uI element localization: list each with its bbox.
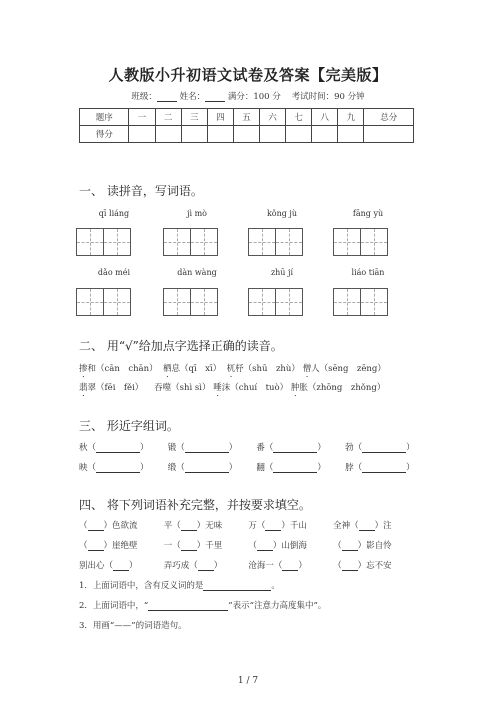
page-number: 1 / 7	[237, 676, 259, 686]
score-cell: 一	[129, 109, 155, 126]
paren-close: ）	[228, 463, 238, 473]
paren-close: ）	[406, 463, 415, 473]
reading-options[interactable]: 杼（shū zhù）	[235, 364, 300, 374]
pinyin-label: kǒng jù	[266, 209, 298, 218]
paren-close: ）	[317, 463, 326, 473]
answer-blank[interactable]	[203, 590, 271, 591]
reading-choice-line-1	[79, 362, 386, 379]
idiom-blank[interactable]	[88, 550, 104, 551]
char-prompt: 脖（	[345, 463, 363, 473]
idiom-part: ）注	[374, 521, 392, 531]
idiom-part: 平（	[163, 521, 181, 531]
answer-blank[interactable]	[273, 472, 317, 473]
exam-info-line	[0, 90, 496, 102]
idiom-blank[interactable]	[113, 570, 129, 571]
idiom-part: ）千里	[196, 541, 223, 551]
section-3-heading: 三、 形近字组词。	[79, 419, 179, 433]
answer-blank[interactable]	[96, 472, 140, 473]
question-2	[79, 599, 326, 611]
answer-blank[interactable]	[185, 472, 229, 473]
idiom-part: ）无味	[196, 521, 223, 531]
pinyin-label: jì mò	[187, 209, 207, 218]
char-prompt: 缎（	[167, 463, 185, 473]
score-input-cell[interactable]	[338, 126, 364, 143]
idiom-part: （	[79, 521, 88, 531]
dotted-char: 僧	[302, 364, 312, 374]
score-table-header-row	[80, 109, 414, 126]
idiom-part: 一（	[163, 541, 181, 551]
reading-options[interactable]: 噬（shì sì）	[162, 383, 211, 393]
question-text: 2．上面词语中，“	[79, 601, 149, 611]
writing-grid[interactable]	[163, 288, 218, 316]
reading-options[interactable]: 翠（fēi fěi）	[87, 383, 144, 393]
name-label: 姓名：	[179, 92, 206, 102]
score-input-cell[interactable]	[207, 126, 233, 143]
dotted-char: 唾	[213, 383, 222, 393]
score-row-label: 得分	[80, 126, 129, 143]
question-text: 。	[271, 581, 280, 591]
paren-close: ）	[317, 443, 326, 453]
paren-close: ）	[140, 463, 149, 473]
question-text: 1．上面词语中，含有反义词的是	[79, 581, 204, 591]
idiom-line-1	[79, 519, 415, 531]
answer-blank[interactable]	[96, 452, 140, 453]
section-2-heading: 二、 用“√”给加点字选择正确的读音。	[79, 339, 283, 353]
pinyin-label: liáo tiān	[351, 268, 385, 277]
score-table	[79, 108, 414, 143]
idiom-part: ）色欲流	[103, 521, 138, 531]
dotted-char: 肿	[290, 383, 300, 393]
idiom-line-2	[79, 539, 415, 551]
idiom-blank[interactable]	[181, 530, 197, 531]
pinyin-label: dǎo méi	[97, 268, 131, 277]
answer-blank[interactable]	[273, 452, 317, 453]
pinyin-label: qī liáng	[98, 209, 130, 218]
score-cell: 五	[233, 109, 259, 126]
dotted-char: 翡	[79, 383, 88, 393]
score-input-cell[interactable]	[155, 126, 181, 143]
idiom-part: ）	[298, 561, 307, 571]
writing-grid[interactable]	[76, 228, 131, 256]
idiom-blank[interactable]	[265, 530, 281, 531]
reading-choice-line-2	[79, 381, 385, 398]
writing-grid[interactable]	[248, 228, 303, 256]
idiom-part: （	[248, 541, 257, 551]
idiom-part: 沧海一（	[248, 561, 283, 571]
question-1	[79, 579, 280, 591]
idiom-blank[interactable]	[359, 530, 375, 531]
score-input-cell[interactable]	[129, 126, 155, 143]
idiom-part: （	[79, 541, 88, 551]
pinyin-label: fāng yù	[352, 209, 384, 218]
score-cell: 二	[155, 109, 181, 126]
dotted-char: 杌	[226, 364, 236, 374]
score-table-score-row	[80, 126, 414, 143]
idiom-part: ）	[129, 561, 138, 571]
score-cell: 四	[207, 109, 233, 126]
char-prompt: 秋（	[79, 443, 97, 453]
idiom-part: ）	[213, 561, 223, 571]
writing-grid[interactable]	[333, 288, 388, 316]
idiom-part: （	[333, 561, 342, 571]
page-title: 人教版小升初语文试卷及答案【完美版】	[108, 66, 388, 84]
idiom-part: ）山倒海	[272, 541, 307, 551]
similar-char-line-1	[79, 441, 431, 453]
answer-blank[interactable]	[185, 452, 229, 453]
idiom-blank[interactable]	[342, 550, 358, 551]
reading-options[interactable]: 人（sēng zēng）	[311, 364, 386, 374]
class-label: 班级：	[131, 92, 157, 102]
answer-blank[interactable]	[362, 472, 406, 473]
score-cell: 题序	[80, 109, 129, 126]
idiom-part: ）忘不安	[357, 561, 392, 571]
score-cell: 六	[260, 109, 286, 126]
char-prompt: 翻（	[256, 463, 274, 473]
idiom-blank[interactable]	[342, 570, 358, 571]
idiom-blank[interactable]	[198, 570, 214, 571]
paren-close: ）	[140, 443, 149, 453]
score-input-cell[interactable]	[286, 126, 312, 143]
idiom-line-3	[79, 559, 415, 571]
char-prompt: 勃（	[345, 443, 363, 453]
idiom-blank[interactable]	[181, 550, 197, 551]
idiom-part: ）崖绝壁	[103, 541, 138, 551]
exam-time: 考试时间：90 分钟	[291, 92, 365, 102]
pinyin-label: zhū jí	[270, 268, 294, 277]
answer-blank[interactable]	[362, 452, 406, 453]
dotted-char: 掺	[79, 364, 88, 374]
writing-grid[interactable]	[248, 288, 303, 316]
score-cell: 九	[338, 109, 364, 126]
answer-blank[interactable]	[148, 610, 228, 611]
idiom-part: 别出心（	[79, 561, 114, 571]
score-cell: 八	[312, 109, 338, 126]
score-cell: 总分	[364, 109, 414, 126]
paren-close: ）	[406, 443, 415, 453]
dotted-char: 栖	[163, 364, 172, 374]
score-input-cell[interactable]	[312, 126, 338, 143]
section-4-heading: 四、 将下列词语补充完整，并按要求填空。	[79, 498, 311, 512]
score-input-cell[interactable]	[233, 126, 259, 143]
word-char: 吞	[154, 383, 163, 393]
idiom-blank[interactable]	[257, 550, 273, 551]
idiom-part: 万（	[248, 521, 266, 531]
score-input-cell[interactable]	[364, 126, 414, 143]
full-score: 满分：100 分	[227, 92, 281, 102]
char-prompt: 锻（	[167, 443, 185, 453]
class-blank	[157, 101, 177, 102]
writing-grid[interactable]	[163, 228, 218, 256]
name-blank	[205, 101, 225, 102]
writing-grid[interactable]	[333, 228, 388, 256]
reading-options[interactable]: 沫（chuí tuò）	[221, 383, 289, 393]
score-input-cell[interactable]	[181, 126, 207, 143]
char-prompt: 番（	[256, 443, 274, 453]
idiom-blank[interactable]	[282, 570, 298, 571]
score-input-cell[interactable]	[260, 126, 286, 143]
section-1-heading: 一、 读拼音，写词语。	[79, 184, 203, 198]
char-prompt: 映（	[79, 463, 97, 473]
idiom-part: ）千山	[281, 521, 307, 531]
pinyin-label: dàn wàng	[177, 268, 217, 277]
idiom-part: 弄巧成（	[163, 561, 198, 571]
score-cell: 七	[286, 109, 312, 126]
question-3: 3．用画“——”的词语造句。	[79, 621, 187, 631]
reading-options[interactable]: 和（cān chān）	[87, 364, 158, 374]
score-cell: 三	[181, 109, 207, 126]
similar-char-line-2	[79, 461, 431, 473]
writing-grid[interactable]	[76, 288, 131, 316]
question-text: ”表示“注意力高度集中”。	[228, 601, 327, 611]
paren-close: ）	[228, 443, 238, 453]
reading-options[interactable]: 息（qī xī）	[171, 364, 222, 374]
idiom-part: （	[333, 541, 342, 551]
idiom-blank[interactable]	[88, 530, 104, 531]
idiom-part: 全神（	[333, 521, 359, 531]
idiom-part: ）影自怜	[357, 541, 392, 551]
reading-options[interactable]: 胀（zhōng zhǒng）	[299, 383, 386, 393]
